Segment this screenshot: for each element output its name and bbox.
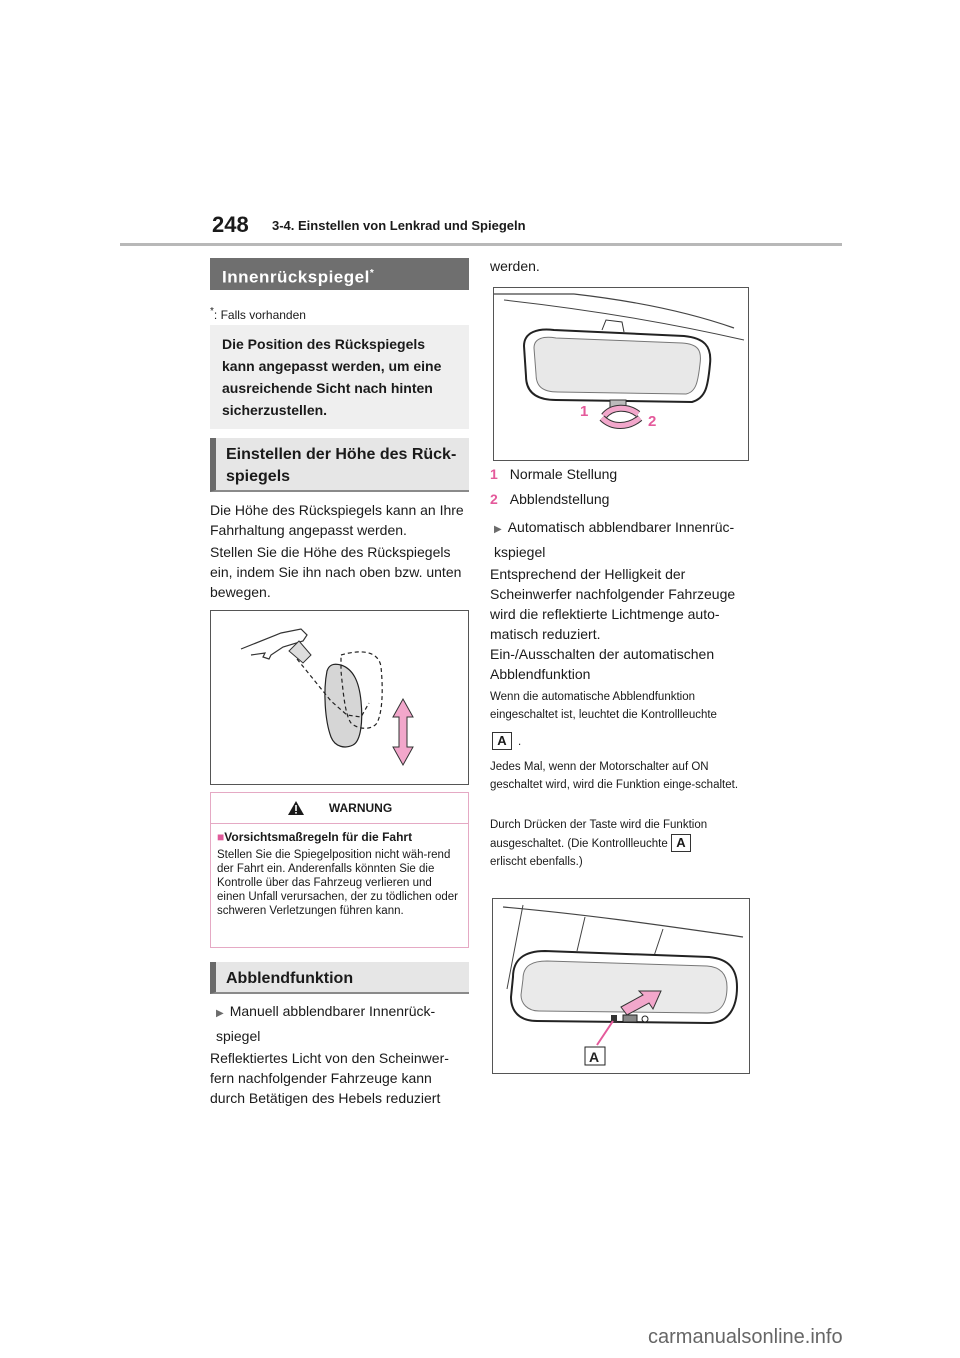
section-dimming-header: Abblendfunktion	[210, 962, 469, 994]
header-divider	[120, 243, 842, 246]
section-height-header: Einstellen der Höhe des Rück-spiegels	[210, 438, 469, 492]
paragraph: Ein-/Ausschalten der automatischen Abblendfunktion	[490, 646, 715, 682]
page-number: 248	[212, 212, 249, 237]
chapter-title: 3-4. Einstellen von Lenkrad und Spiegeln	[272, 218, 526, 233]
section-title: Innenrückspiegel*	[210, 258, 469, 290]
bullet-automatic: ▶ Automatisch abblendbarer Innenrüc-kspiegel	[494, 519, 735, 560]
figure-label-2: 2	[648, 413, 657, 430]
warning-text: Stellen Sie die Spiegelposition nicht wäh-rend der Fahrt ein. Anderenfalls könnten Sie die Kontrolle über das Fahrzeug verlieren und einen Unfall verursachen, der zu tödlichen oder schweren Verletzungen führen kann.	[217, 849, 459, 917]
footnote: *: Falls vorhanden	[210, 306, 306, 322]
note-motor: Jedes Mal, wenn der Motorschalter auf ON geschaltet wird, wird die Funktion einge-schaltet.	[490, 761, 739, 791]
label-a-box: A	[492, 732, 512, 750]
paragraph-continued: werden.	[490, 258, 540, 274]
mirror-lever-illustration	[494, 288, 748, 460]
figure-mirror-height	[210, 610, 469, 785]
list-item-dimmed: 2 Abblendstellung	[490, 491, 610, 507]
left-column	[210, 258, 469, 290]
warning-header: WARNUNG	[211, 793, 468, 824]
paragraph: Reflektiertes Licht von den Scheinwer-fern nachfolgender Fahrzeuge kann durch Betätigen des Hebels reduziert	[210, 1050, 449, 1106]
warning-icon	[287, 800, 305, 816]
note-indicator: Wenn die automatische Abblendfunktion eingeschaltet ist, leuchtet die Kontrollleuchte A .	[490, 691, 717, 748]
figure-label-1: 1	[580, 403, 589, 420]
figure-label-a: A	[589, 1049, 600, 1065]
warning-title: ■Vorsichtsmaßregeln für die Fahrt	[217, 830, 413, 844]
figure-auto-mirror	[492, 898, 750, 1074]
footer-watermark: carmanualsonline.info	[648, 1326, 843, 1348]
warning-box	[210, 792, 469, 948]
intro-box: Die Position des Rückspiegels kann angepasst werden, um eine ausreichende Sicht nach hinten sicherzustellen.	[210, 325, 469, 429]
label-a-box: A	[671, 834, 691, 852]
auto-mirror-illustration	[493, 899, 749, 1073]
paragraph: Entsprechend der Helligkeit der Scheinwerfer nachfolgender Fahrzeuge wird die reflektierte Lichtmenge auto-matisch reduziert.	[490, 566, 736, 642]
paragraph: Stellen Sie die Höhe des Rückspiegels ein, indem Sie ihn nach oben bzw. unten bewegen.	[210, 544, 462, 600]
paragraph: Die Höhe des Rückspiegels kann an Ihre Fahrhaltung angepasst werden.	[210, 502, 464, 538]
note-button: Durch Drücken der Taste wird die Funktion ausgeschaltet. (Die Kontrollleuchte A erlischt ebenfalls.)	[490, 819, 708, 868]
bullet-manual: ▶ Manuell abblendbarer Innenrück-spiegel	[216, 1003, 436, 1044]
list-item-normal: 1 Normale Stellung	[490, 466, 618, 482]
figure-mirror-lever	[493, 287, 749, 461]
mirror-height-illustration	[211, 611, 468, 784]
